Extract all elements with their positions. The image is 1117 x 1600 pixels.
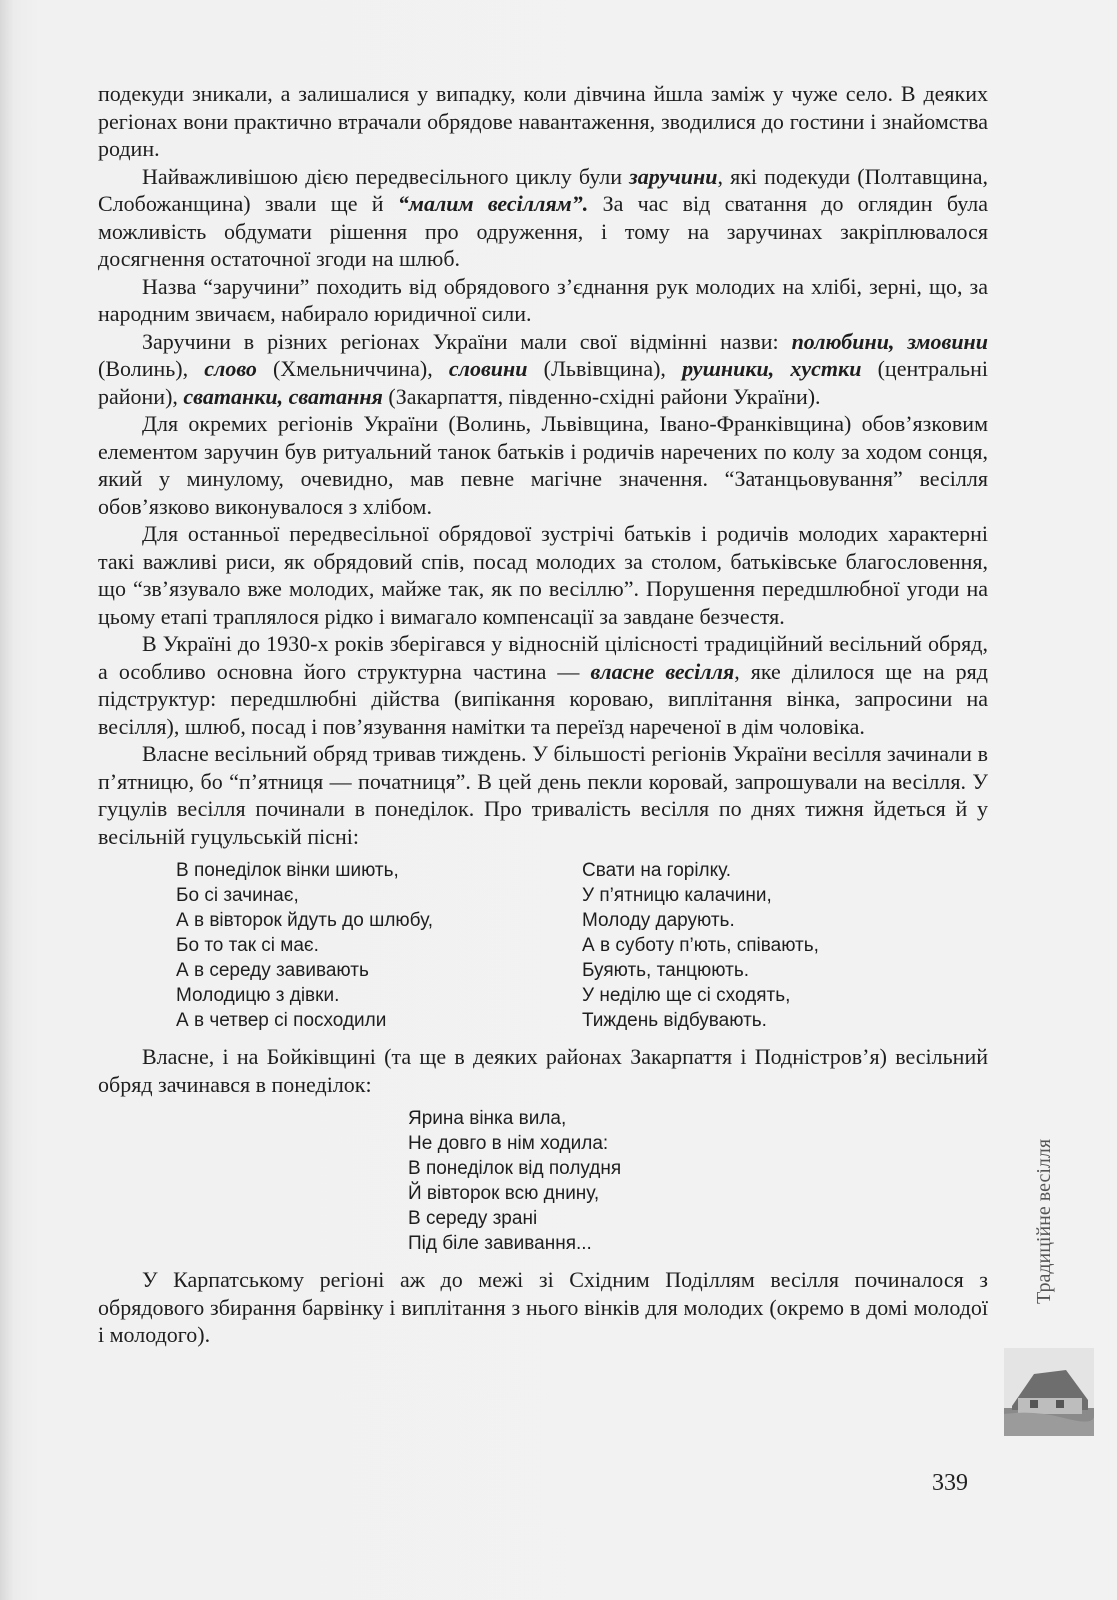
side-section-title: Традиційне весілля — [1033, 1138, 1055, 1304]
text-span: , яке ділилося ще на ряд підструктур: передшлюбні дійства (випікання короваю, виплітання вінка, запросини на весілля), шлюб, посад і пов’язування намітки та переїзд нареченої в дім чоловіка. — [98, 658, 988, 739]
paragraph-5: Для окремих регіонів України (Волинь, Львівщина, Івано-Франківщина) обов’язковим елементом заручин був ритуальний танок батьків і родичів наречених по колу за ходом сонця, який у минулому, очевидно, мав певне магічне значення. “Затанцьовування” весілля обов’язково виконувалося з хлібом. — [98, 411, 988, 519]
paragraph-4 — [98, 328, 988, 411]
paragraph-7 — [98, 630, 988, 740]
term: полюбини, змовини — [791, 328, 989, 354]
song-line: В середу зрані — [408, 1208, 538, 1229]
song-line: Молодицю з дівки. — [176, 985, 340, 1006]
paragraph-9: Власне, і на Бойківщині (та ще в деяких районах Закарпаття і Подністров’я) весільний обряд зачинався в понеділок: — [98, 1044, 988, 1097]
song-line: Тиждень відбувають. — [582, 1010, 767, 1031]
text-span: (Закарпаття, південно-східні райони України). — [382, 383, 821, 409]
text-span: Найважливішою дією передвесільного циклу були — [142, 163, 630, 189]
song-line: В понеділок вінки шиють, — [176, 860, 399, 881]
term: рушники, хустки — [682, 356, 862, 381]
paragraph-2 — [98, 163, 988, 273]
text-span: В Україні до 1930-х років зберігався у відносній цілісності традиційний весільний обряд, а особливо основна його структурна частина — — [98, 631, 988, 684]
song-line: А в суботу п’ють, співають, — [582, 935, 819, 956]
text-span: , які подекуди (Полтавщина, Слобожанщина) звали ще й — [98, 163, 988, 216]
song-line: Буяють, танцюють. — [582, 960, 750, 981]
text-span: (Львівщина), — [527, 356, 683, 381]
song-column-left — [176, 858, 582, 1033]
paragraph-6: Для останньої передвесільної обрядової зустрічі батьків і родичів молодих характерні такі важливі риси, як обрядовий спів, посад молодих за столом, батьківське благословення, що “зв’язувало вже молодих, майже так, як по весіллю”. Порушення передшлюбної угоди на цьому етапі траплялося рідко і вимагало компенсації за завдане безчестя. — [98, 521, 988, 629]
text-span: (центральні райони), — [98, 356, 988, 409]
text-span: (Волинь), — [98, 356, 205, 381]
paragraph-3: Назва “заручини” походить від обрядового з’єднання рук молодих на хлібі, зерні, що, за народним звичаєм, набирало юридичної сили. — [98, 273, 988, 326]
paragraph-1: подекуди зникали, а залишалися у випадку, коли дівчина йшла заміж у чуже село. В деяких регіонах вони практично втрачали обрядове навантаження, зводилися до гостини і знайомства родин. — [98, 81, 988, 161]
text-span: За час від сватання до оглядин була можливість обдумати рішення про одруження, і тому на заручинах закріплювалося досягнення остаточної згоди на шлюб. — [98, 191, 989, 271]
term-vlasne-vesillia: власне весілля — [590, 658, 735, 684]
boiko-song — [408, 1106, 988, 1256]
song-line: А в середу завивають — [176, 960, 369, 981]
song-line: Бо то так сі має. — [176, 935, 319, 956]
paragraph-10: У Карпатському регіоні аж до межі зі Східним Поділлям весілля починалося з обрядового збирання барвінку і виплітання з нього вінків для молодих (окремо в домі молодої і молодого). — [98, 1267, 988, 1347]
house-thumbnail-image — [1004, 1348, 1094, 1436]
song-line: Свати на горілку. — [582, 860, 732, 881]
term-zaruchyny: заручини — [629, 163, 718, 189]
song-column-right — [582, 858, 988, 1033]
text-span: (Хмельниччина), — [256, 356, 449, 381]
song-line: Під біле завивання... — [408, 1233, 592, 1254]
text-span: Заручини в різних регіонах України мали свої відмінні назви: — [142, 328, 792, 354]
song-line: У п’ятницю калачини, — [582, 885, 772, 906]
hutsul-song — [176, 858, 988, 1033]
term: сватанки, сватання — [183, 383, 383, 409]
song-line: Бо сі зачинає, — [176, 885, 299, 906]
term: слово — [204, 356, 257, 381]
page-number: 339 — [932, 1470, 968, 1496]
song-line: А в четвер сі посходили — [176, 1010, 387, 1031]
term: словини — [448, 356, 528, 381]
song-line: У неділю ще сі сходять, — [582, 985, 791, 1006]
song-line: В понеділок від полудня — [408, 1158, 622, 1179]
song-line: Ярина вінка вила, — [408, 1108, 567, 1129]
body-text — [98, 80, 988, 1349]
song-line: Й вівторок всю днину, — [408, 1183, 600, 1204]
song-line: Не довго в нім ходила: — [408, 1133, 609, 1154]
term-male-vesillia: “малим весіллям”. — [397, 191, 589, 216]
paragraph-8: Власне весільний обряд тривав тиждень. У більшості регіонів України весілля зачинали в п’ятницю, бо “п’ятниця — початниця”. В цей день пекли коровай, запрошували на весілля. У гуцулів весілля починали в понеділок. Про тривалість весілля по днях тижня йдеться й у весільній гуцульській пісні: — [98, 741, 988, 849]
song-line: А в вівторок йдуть до шлюбу, — [176, 910, 434, 931]
song-line: Молоду дарують. — [582, 910, 735, 931]
